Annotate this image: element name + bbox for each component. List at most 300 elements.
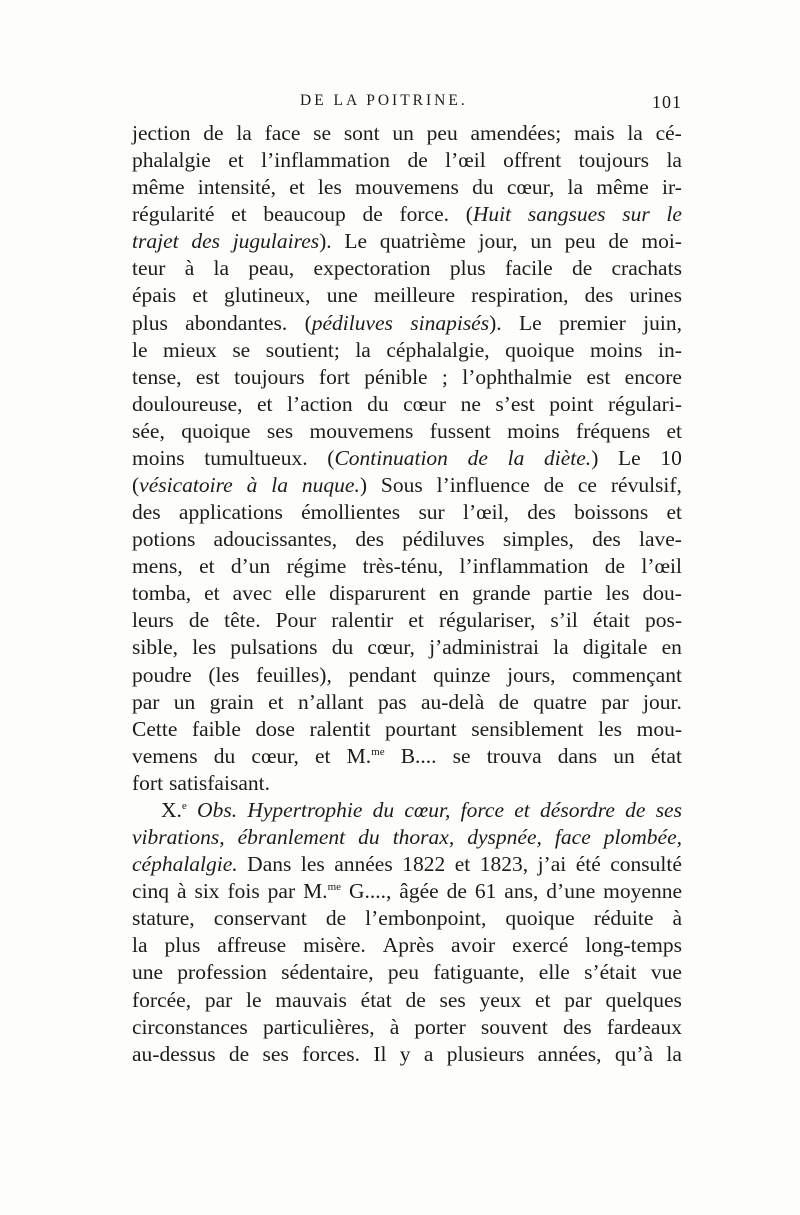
text-line bbox=[132, 662, 682, 689]
text-line bbox=[132, 147, 682, 174]
word: par bbox=[564, 987, 592, 1012]
word: vue bbox=[650, 960, 682, 985]
word: de bbox=[188, 608, 210, 633]
word: l’action bbox=[286, 391, 353, 416]
word: à bbox=[176, 879, 187, 904]
word: pulsations bbox=[230, 635, 318, 660]
word: par bbox=[267, 879, 296, 904]
word: 10 bbox=[660, 445, 682, 470]
word: vibrations, bbox=[132, 825, 225, 850]
word: premier bbox=[558, 310, 626, 335]
word: en bbox=[661, 635, 682, 660]
word: régime bbox=[286, 554, 347, 579]
word: sinapisés). bbox=[410, 310, 502, 335]
word: céphalalgie. bbox=[132, 852, 238, 877]
word: conservant bbox=[213, 906, 307, 931]
word: 1823, bbox=[479, 852, 529, 877]
word: Dans bbox=[247, 852, 292, 877]
page-number: 101 bbox=[652, 92, 682, 112]
word: de bbox=[228, 1041, 250, 1066]
word: encore bbox=[624, 364, 682, 389]
word: se bbox=[313, 121, 332, 145]
word: thorax, bbox=[392, 825, 455, 850]
word: phalalgie bbox=[132, 148, 211, 173]
word: yeux bbox=[479, 987, 522, 1012]
word: fort bbox=[318, 364, 350, 389]
word: révulsif, bbox=[610, 473, 682, 498]
word: juin, bbox=[643, 310, 682, 335]
word: peu bbox=[387, 960, 419, 985]
word: l’ophthalmie bbox=[462, 364, 573, 389]
word: cœur, bbox=[367, 635, 415, 660]
word: et bbox=[268, 689, 284, 714]
word: régulariser, bbox=[438, 608, 536, 633]
word: fréquens bbox=[576, 418, 651, 443]
text-line bbox=[132, 797, 682, 824]
word: pénible bbox=[364, 364, 428, 389]
text-line bbox=[132, 905, 682, 932]
word: la bbox=[213, 256, 230, 281]
word: se bbox=[452, 743, 471, 768]
word: elle bbox=[538, 960, 570, 985]
word: de bbox=[203, 121, 224, 145]
word: quoique bbox=[181, 418, 251, 443]
word: facile bbox=[504, 256, 553, 281]
word: et bbox=[231, 202, 247, 227]
word: un bbox=[392, 121, 414, 145]
word: in- bbox=[658, 337, 682, 362]
word: mieux bbox=[163, 337, 217, 362]
word: s’était bbox=[584, 960, 637, 985]
word: trajet bbox=[132, 229, 179, 254]
word: le bbox=[666, 202, 682, 227]
word: été bbox=[575, 852, 601, 877]
word: l’embonpoint, bbox=[365, 906, 487, 931]
word: forces. bbox=[302, 1041, 361, 1066]
text-line bbox=[132, 228, 682, 255]
word: simples, bbox=[502, 527, 574, 552]
word: quinze bbox=[433, 662, 491, 687]
word: et bbox=[454, 852, 471, 877]
word: les bbox=[317, 175, 342, 200]
word: 61 bbox=[474, 879, 497, 904]
word: feuilles), bbox=[256, 662, 332, 687]
word: les bbox=[605, 581, 630, 606]
text-line bbox=[132, 255, 682, 282]
word: Obs. bbox=[197, 797, 238, 822]
word: la bbox=[507, 445, 525, 470]
text-line bbox=[132, 716, 682, 743]
word: de bbox=[625, 797, 646, 822]
word: sur bbox=[622, 202, 650, 227]
word: forcée, bbox=[132, 987, 192, 1012]
word: grain bbox=[209, 689, 254, 714]
word: ce bbox=[577, 473, 597, 498]
word: une bbox=[326, 283, 358, 308]
word: abondantes. bbox=[185, 310, 288, 335]
word: tense, bbox=[132, 364, 182, 389]
text-line bbox=[132, 282, 682, 309]
word: âgée bbox=[399, 879, 439, 904]
word: désordre bbox=[540, 797, 615, 822]
word: par bbox=[601, 689, 629, 714]
word: grande bbox=[472, 581, 531, 606]
word: dans bbox=[557, 743, 598, 768]
word: émollientes bbox=[301, 500, 401, 525]
word: elle bbox=[285, 581, 317, 606]
word: quoique bbox=[505, 906, 575, 931]
word: des bbox=[562, 1014, 592, 1039]
word: boissons bbox=[574, 500, 649, 525]
word: M.$^{me}$ bbox=[346, 743, 385, 768]
word: par bbox=[132, 689, 160, 714]
word: à bbox=[184, 256, 195, 281]
word: moyenne bbox=[603, 879, 682, 904]
word: de bbox=[467, 445, 488, 470]
running-head: DE LA POITRINE. bbox=[300, 92, 468, 109]
word: soutient; bbox=[265, 337, 340, 362]
word: s’est bbox=[495, 391, 535, 416]
word: et bbox=[315, 743, 331, 768]
word: à bbox=[672, 906, 682, 931]
word: très-ténu, bbox=[362, 554, 444, 579]
text-line bbox=[132, 878, 682, 905]
word: du bbox=[367, 391, 389, 416]
word: état bbox=[360, 987, 392, 1012]
word: mais bbox=[573, 121, 615, 145]
text-line bbox=[132, 959, 682, 986]
word: du bbox=[372, 797, 395, 822]
word: X.$^e$ bbox=[161, 797, 187, 822]
text-line bbox=[132, 607, 682, 634]
word: Le bbox=[344, 229, 368, 254]
word: céphalalgie, bbox=[386, 337, 490, 362]
word: la bbox=[553, 635, 569, 660]
word: et bbox=[199, 554, 215, 579]
word: l’inflammation bbox=[261, 148, 391, 173]
word: cœur, bbox=[251, 743, 299, 768]
word: Il bbox=[373, 1041, 387, 1066]
word: avec bbox=[232, 581, 273, 606]
word: des bbox=[191, 229, 220, 254]
word: les bbox=[598, 716, 623, 741]
word: même bbox=[596, 175, 649, 200]
word: pédiluves bbox=[402, 527, 485, 552]
word: jour. bbox=[643, 689, 682, 714]
word: années bbox=[334, 852, 393, 877]
word: plusieurs bbox=[446, 1041, 525, 1066]
word: ans, bbox=[504, 879, 539, 904]
word: mou- bbox=[636, 716, 682, 741]
word: plus bbox=[449, 256, 486, 281]
word: affreuse bbox=[217, 933, 287, 958]
word: plus bbox=[132, 310, 168, 335]
word: B.... bbox=[400, 743, 437, 768]
word: ralentit bbox=[309, 716, 371, 741]
word: quatrième bbox=[379, 229, 466, 254]
word: teur bbox=[132, 256, 166, 281]
word: 1822 bbox=[402, 852, 446, 877]
word: l’œil bbox=[641, 554, 682, 579]
word: de bbox=[608, 229, 629, 254]
text-line bbox=[132, 174, 682, 201]
word: plombée, bbox=[603, 825, 682, 850]
text-line bbox=[132, 120, 682, 147]
word: moins bbox=[507, 418, 560, 443]
text-line bbox=[132, 364, 682, 391]
word: sont bbox=[343, 121, 380, 145]
word: avoir bbox=[451, 933, 496, 958]
word: d’un bbox=[230, 554, 271, 579]
word: du bbox=[472, 175, 494, 200]
word: de bbox=[543, 473, 564, 498]
word: potions bbox=[132, 527, 196, 552]
word: cinq bbox=[132, 879, 170, 904]
word: six bbox=[194, 879, 220, 904]
word: moins bbox=[589, 337, 643, 362]
word: des bbox=[592, 527, 621, 552]
word: la bbox=[132, 933, 148, 958]
word: sur bbox=[418, 500, 445, 525]
word: dose bbox=[255, 716, 295, 741]
word: pas bbox=[377, 689, 407, 714]
word: meilleure bbox=[373, 283, 456, 308]
word: et bbox=[192, 283, 208, 308]
word: à bbox=[389, 1014, 400, 1039]
word: des bbox=[355, 527, 384, 552]
word: (pédiluves bbox=[304, 310, 393, 335]
word: peu bbox=[426, 121, 458, 145]
word: toujours bbox=[234, 364, 305, 389]
word: Le bbox=[618, 445, 641, 470]
word: y bbox=[399, 1041, 411, 1066]
word: la bbox=[627, 121, 643, 145]
word: Cette bbox=[132, 716, 178, 741]
text-line bbox=[132, 1014, 682, 1041]
word: sensiblement bbox=[471, 716, 584, 741]
word: et bbox=[289, 175, 305, 200]
word: la bbox=[355, 337, 371, 362]
word: qu’à bbox=[614, 1041, 654, 1066]
word: digitale bbox=[582, 635, 648, 660]
word: quelques bbox=[605, 987, 682, 1012]
word: jours, bbox=[507, 662, 556, 687]
word: pos- bbox=[644, 608, 682, 633]
word: particulières, bbox=[262, 1014, 375, 1039]
word: force bbox=[460, 797, 505, 822]
text-line bbox=[132, 499, 682, 526]
word: état bbox=[650, 743, 682, 768]
word: même bbox=[132, 175, 185, 200]
word: pendant bbox=[348, 662, 417, 687]
word: partie bbox=[543, 581, 593, 606]
text-line bbox=[132, 634, 682, 661]
word: Hypertrophie bbox=[247, 797, 363, 822]
word: et bbox=[408, 608, 424, 633]
word: cœur bbox=[403, 391, 447, 416]
word: tête. bbox=[224, 608, 261, 633]
word: le bbox=[132, 337, 148, 362]
word: moins bbox=[132, 445, 185, 470]
word: (Huit bbox=[465, 202, 512, 227]
word: l’œil, bbox=[462, 500, 509, 525]
text-line bbox=[132, 526, 682, 553]
word: jugulaires). bbox=[232, 229, 332, 254]
word: de bbox=[498, 689, 519, 714]
word: M.$^{me}$ bbox=[303, 879, 342, 904]
text-line bbox=[132, 851, 682, 878]
word: intensité, bbox=[197, 175, 276, 200]
word: plus bbox=[164, 933, 201, 958]
word: et bbox=[256, 391, 273, 416]
word: de bbox=[407, 148, 428, 173]
word: ébranlement bbox=[237, 825, 346, 850]
word: (vésicatoire bbox=[132, 473, 233, 498]
word: face bbox=[264, 121, 301, 145]
word: vemens bbox=[132, 743, 198, 768]
word: la bbox=[666, 1041, 682, 1066]
word: nuque.) bbox=[301, 473, 367, 498]
word: Le bbox=[518, 310, 542, 335]
word: cœur, bbox=[404, 797, 451, 822]
word: Sous bbox=[380, 473, 423, 498]
word: et bbox=[535, 987, 551, 1012]
word: l’inflammation bbox=[459, 554, 589, 579]
word: point bbox=[549, 391, 594, 416]
word: la bbox=[567, 175, 584, 200]
word: d’une bbox=[546, 879, 596, 904]
word: et bbox=[666, 418, 682, 443]
word: régularité bbox=[132, 202, 215, 227]
word: stature, bbox=[132, 906, 195, 931]
word: quoique bbox=[505, 337, 575, 362]
word: le bbox=[246, 987, 262, 1012]
word: est bbox=[195, 364, 220, 389]
word: beaucoup bbox=[263, 202, 346, 227]
word: offrent bbox=[503, 148, 562, 173]
word: les bbox=[300, 852, 325, 877]
word: de bbox=[405, 987, 426, 1012]
word: sangsues bbox=[527, 202, 606, 227]
word: face bbox=[554, 825, 591, 850]
word: ir- bbox=[662, 175, 682, 200]
word: et bbox=[204, 581, 220, 606]
word: du bbox=[331, 635, 354, 660]
word: toujours bbox=[578, 148, 650, 173]
word: poudre bbox=[132, 662, 192, 687]
word: (les bbox=[208, 662, 240, 687]
word: j’administrai bbox=[429, 635, 539, 660]
word: ; bbox=[441, 364, 448, 389]
word: a bbox=[423, 1041, 434, 1066]
word: commençant bbox=[572, 662, 682, 687]
word: de bbox=[362, 202, 383, 227]
body-text bbox=[132, 120, 682, 1068]
text-line bbox=[132, 1041, 682, 1068]
word: G...., bbox=[348, 879, 392, 904]
word: sée, bbox=[132, 418, 165, 443]
word: années, bbox=[537, 1041, 602, 1066]
word: du bbox=[358, 825, 380, 850]
word: en bbox=[438, 581, 460, 606]
word: applications bbox=[178, 500, 283, 525]
text-line bbox=[132, 689, 682, 716]
word: de bbox=[604, 554, 626, 579]
word: cé- bbox=[655, 121, 682, 145]
word: des bbox=[584, 283, 614, 308]
word: la bbox=[271, 473, 288, 498]
word: respiration, bbox=[471, 283, 569, 308]
text-line bbox=[132, 472, 682, 499]
word: les bbox=[192, 635, 217, 660]
word: mouvemens bbox=[355, 175, 459, 200]
word: misère. bbox=[303, 933, 366, 958]
word: faible bbox=[191, 716, 241, 741]
word: sédentaire, bbox=[281, 960, 374, 985]
word: leurs bbox=[132, 608, 174, 633]
word: un bbox=[613, 743, 635, 768]
word: et bbox=[666, 500, 682, 525]
word: et bbox=[514, 797, 530, 822]
word: peau, bbox=[248, 256, 295, 281]
word: un bbox=[530, 229, 552, 254]
word: j’ai bbox=[537, 852, 567, 877]
word: expectoration bbox=[313, 256, 431, 281]
word: au-dessus bbox=[132, 1041, 216, 1066]
word: tomba, bbox=[132, 581, 192, 606]
word: ses bbox=[439, 987, 466, 1012]
word: souvent bbox=[480, 1014, 548, 1039]
text-line bbox=[132, 553, 682, 580]
word: trouva bbox=[486, 743, 542, 768]
text-line bbox=[132, 418, 682, 445]
word: satisfaisant. bbox=[169, 770, 270, 795]
word: lave- bbox=[638, 527, 682, 552]
word: mouvemens bbox=[309, 418, 414, 443]
word: ne bbox=[460, 391, 481, 416]
word: au-delà bbox=[420, 689, 485, 714]
word: de bbox=[571, 256, 593, 281]
word: Pour bbox=[275, 608, 317, 633]
word: pourtant bbox=[385, 716, 457, 741]
word: consulté bbox=[610, 852, 682, 877]
word: des bbox=[527, 500, 556, 525]
word: épais bbox=[132, 283, 177, 308]
word: mauvais bbox=[275, 987, 347, 1012]
word: douloureuse, bbox=[132, 391, 243, 416]
word: glutineux, bbox=[223, 283, 311, 308]
text-line bbox=[132, 987, 682, 1014]
word: ses bbox=[266, 418, 294, 443]
word: moi- bbox=[641, 229, 682, 254]
word: dyspnée, bbox=[467, 825, 542, 850]
word: fatiguante, bbox=[433, 960, 525, 985]
word: des bbox=[132, 500, 161, 525]
word: ses bbox=[655, 797, 682, 822]
word: dou- bbox=[642, 581, 682, 606]
text-line bbox=[132, 580, 682, 607]
word: crachats bbox=[611, 256, 682, 281]
word: disparurent bbox=[329, 581, 426, 606]
word: une bbox=[132, 960, 164, 985]
word: de bbox=[446, 879, 467, 904]
word: et bbox=[228, 148, 244, 173]
word: diète.) bbox=[544, 445, 599, 470]
word: était bbox=[592, 608, 630, 633]
text-line bbox=[132, 770, 682, 797]
word: circonstances bbox=[132, 1014, 248, 1039]
word: par bbox=[204, 987, 233, 1012]
